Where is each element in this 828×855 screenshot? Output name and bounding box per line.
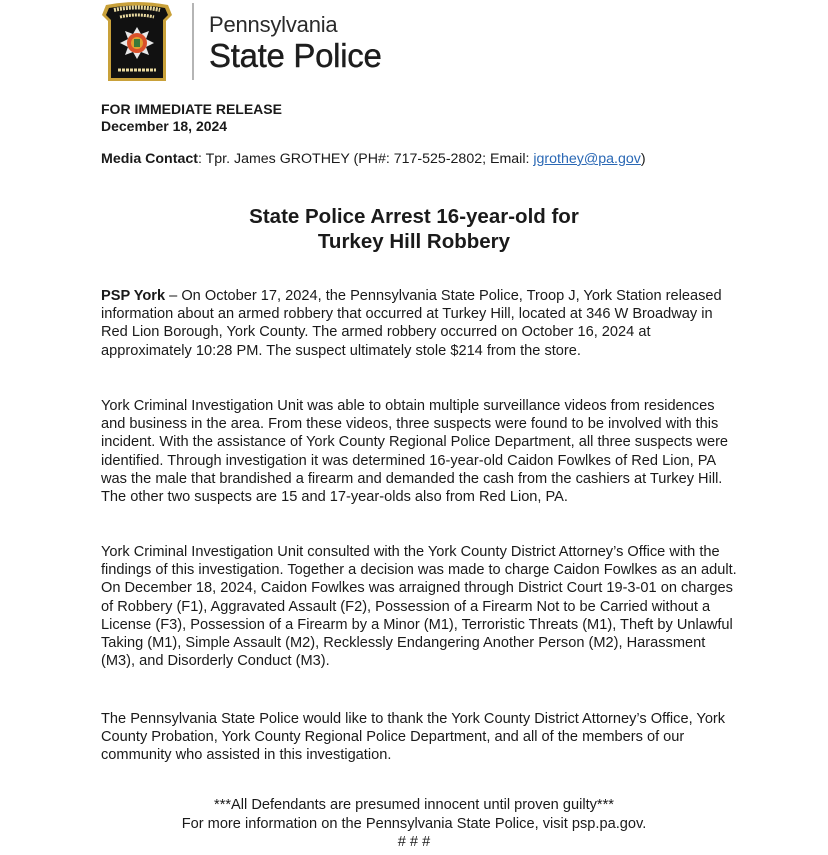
title-line-2: Turkey Hill Robbery (317, 230, 511, 253)
contact-email-link[interactable]: jgrothey@pa.gov (533, 151, 641, 167)
dateline: PSP York (101, 288, 166, 304)
release-label: FOR IMMEDIATE RELEASE (101, 101, 282, 117)
media-contact (101, 151, 646, 168)
psp-trooper-badge-icon (100, 1, 174, 83)
more-info: For more information on the Pennsylvania State Police, visit psp.pa.gov. (181, 815, 647, 832)
disclaimer: ***All Defendants are presumed innocent until proven guilty*** (214, 797, 614, 813)
end-mark: # # # (397, 834, 431, 850)
media-contact-close: ) (640, 151, 646, 167)
media-contact-details: : Tpr. James GROTHEY (PH#: 717-525-2802; Email: (197, 151, 534, 167)
paragraph-investigation: York Criminal Investigation Unit was able to obtain multiple surveillance videos from residences and business in the area. From these videos, three suspects were found to be involved with this incident. With the assistance of York County Regional Police Department, all three suspects were identified. Through investigation it was determined 16-year-old Caidon Fowlkes of Red Lion, PA was the male that brandished a firearm and demanded the cash from the cashiers at Turkey Hill. The other two suspects are 15 and 17-year-olds also from Red Lion, PA. (101, 398, 729, 506)
brand-line-1: Pennsylvania (209, 12, 338, 37)
release-block (101, 101, 282, 135)
brand-line-2: State Police (209, 37, 382, 74)
letterhead (100, 0, 174, 84)
paragraph-incident-text: – On October 17, 2024, the Pennsylvania State Police, Troop J, York Station released information about an armed robbery that occurred at Turkey Hill, located at 346 W Broadway in Red Lion Borough, York County. The armed robbery occurred on October 16, 2024 at approximately 10:28 PM. The suspect ultimately stole $214 from the store. (101, 288, 722, 359)
brand-wordmark (209, 12, 382, 74)
release-date: December 18, 2024 (101, 118, 228, 134)
footer (0, 796, 828, 852)
paragraph-thanks: The Pennsylvania State Police would like to thank the York County District Attorney’s Office, York County Probation, York County Regional Police Department, and all of the members of our community who assisted in this investigation. (101, 711, 726, 764)
paragraph-incident (101, 287, 741, 360)
press-release-title (0, 204, 828, 254)
title-line-1: State Police Arrest 16-year-old for (249, 205, 579, 228)
paragraph-charges: York Criminal Investigation Unit consulted with the York County District Attorney’s Office with the findings of this investigation. Together a decision was made to charge Caidon Fowlkes as an adult. On December 18, 2024, Caidon Fowlkes was arraigned through District Court 19-3-01 on charges of Robbery (F1), Aggravated Assault (F2), Possession of a Firearm Not to be Carried without a License (F3), Possession of a Firearm by a Minor (M1), Terroristic Threats (M1), Theft by Unlawful Taking (M1), Simple Assault (M2), Recklessly Endangering Another Person (M2), Harassment (M3), and Disorderly Conduct (M3). (101, 544, 737, 670)
header-divider (192, 3, 194, 80)
media-contact-label: Media Contact (101, 151, 198, 167)
